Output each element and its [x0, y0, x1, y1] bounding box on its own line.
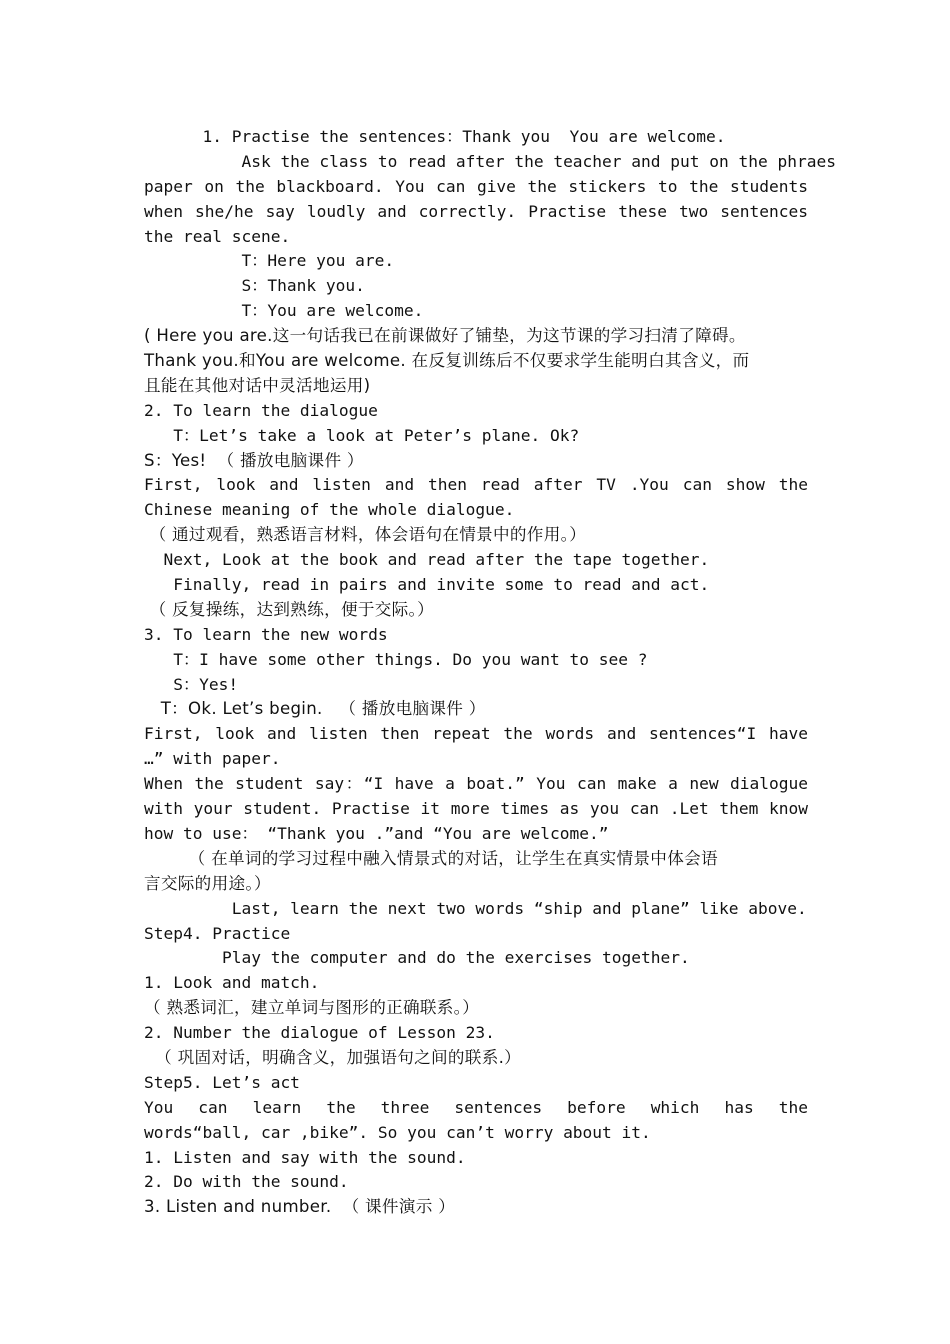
text-line: You can learn the three sentences before which has the [144, 1097, 808, 1117]
text-line: how to use： “Thank you .”and “You are welcome.” [144, 823, 609, 843]
text-line: 1. Look and match. [144, 973, 320, 993]
text-line: First, look and listen then repeat the words and sentences“I have [144, 724, 808, 744]
text-line: the real scene. [144, 226, 291, 246]
text-line: 言交际的用途。） [144, 873, 271, 893]
text-line: Last, learn the next two words “ship and plane” like above. [144, 898, 807, 918]
text-line: T：I have some other things. Do you want to see ? [144, 649, 648, 669]
text-line: Chinese meaning of the whole dialogue. [144, 500, 515, 520]
text-line: Step4. Practice [144, 923, 291, 943]
text-line: Ask the class to read after the teacher and put on the phraes [144, 151, 836, 171]
text-line: with your student. Practise it more times as you can .Let them know [144, 799, 808, 819]
text-line: T：Let’s take a look at Peter’s plane. Ok? [144, 425, 580, 445]
text-line: 1. Listen and say with the sound. [144, 1147, 466, 1167]
text-line: 3. Listen and number. （ 课件演示 ） [144, 1197, 456, 1217]
text-line: T：Ok. Let’s begin. （ 播放电脑课件 ） [144, 699, 486, 719]
document-page [144, 125, 836, 1220]
text-line: S：Thank you. [144, 276, 365, 296]
text-line: ( Here you are.这一句话我已在前课做好了铺垫，为这节课的学习扫清了障碍。 [144, 326, 746, 346]
text-line: 2. To learn the dialogue [144, 400, 378, 420]
text-line: …” with paper. [144, 749, 281, 769]
text-line: （ 反复操练，达到熟练，便于交际。） [144, 599, 435, 619]
text-line: Play the computer and do the exercises together. [144, 948, 690, 968]
text-line: T：You are welcome. [144, 301, 424, 321]
text-line: Next, Look at the book and read after the tape together. [144, 550, 710, 570]
text-line: First, look and listen and then read after TV .You can show the [144, 475, 808, 495]
text-line: （ 通过观看，熟悉语言材料，体会语句在情景中的作用。） [144, 525, 587, 545]
text-line: 2. Number the dialogue of Lesson 23. [144, 1023, 495, 1043]
text-line: 2. Do with the sound. [144, 1172, 349, 1192]
text-line: 3. To learn the new words [144, 624, 388, 644]
text-line: T：Here you are. [144, 251, 395, 271]
text-line: words“ball, car ,bike”. So you can’t worry about it. [144, 1122, 651, 1142]
text-line: （ 巩固对话，明确含义，加强语句之间的联系.） [144, 1047, 522, 1067]
text-line: 1. Practise the sentences：Thank you You are welcome. [144, 127, 726, 146]
text-line: when she/he say loudly and correctly. Practise these two sentences [144, 201, 808, 221]
text-line: When the student say：“I have a boat.” You can make a new dialogue [144, 774, 808, 794]
text-line: paper on the blackboard. You can give the stickers to the students [144, 176, 808, 196]
text-line: 且能在其他对话中灵活地运用) [144, 375, 371, 395]
text-line: S：Yes! （ 播放电脑课件 ） [144, 450, 364, 470]
text-line: Thank you.和You are welcome. 在反复训练后不仅要求学生能明白其含义，而 [144, 351, 750, 371]
text-line: Finally, read in pairs and invite some to read and act. [144, 575, 710, 595]
text-line: （ 在单词的学习过程中融入情景式的对话，让学生在真实情景中体会语 [144, 848, 718, 868]
text-line: Step5. Let’s act [144, 1072, 300, 1092]
text-line: （ 熟悉词汇，建立单词与图形的正确联系。） [144, 998, 480, 1018]
text-line: S：Yes! [144, 674, 239, 694]
